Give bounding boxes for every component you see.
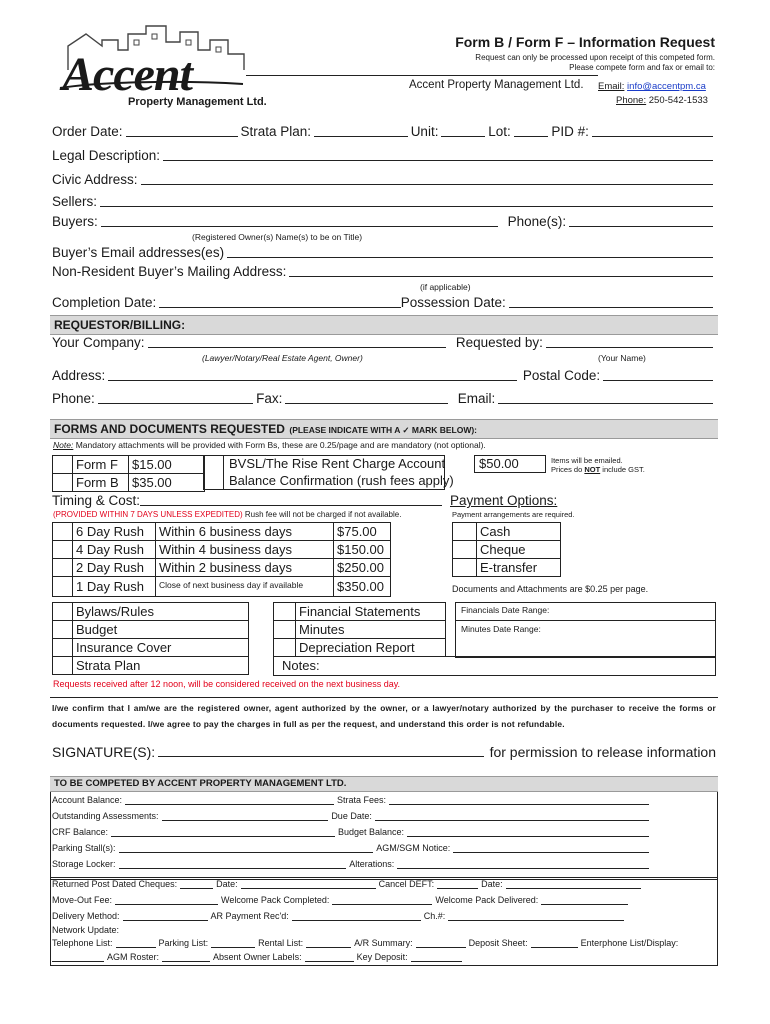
enterphone-label: Enterphone List/Display: bbox=[580, 938, 679, 948]
email-field[interactable] bbox=[498, 403, 713, 404]
rush-2-checkbox[interactable] bbox=[53, 559, 73, 577]
rush-days: 6 Day Rush bbox=[73, 523, 156, 541]
depreciation-report-checkbox[interactable] bbox=[274, 639, 296, 657]
office-row bbox=[52, 937, 716, 950]
strata-plan-label: Strata Plan: bbox=[240, 124, 312, 139]
cheque-number-field[interactable] bbox=[448, 920, 624, 921]
table-row bbox=[53, 523, 391, 541]
legal-description-label: Legal Description: bbox=[52, 148, 161, 163]
absent-owner-labels-field[interactable] bbox=[305, 961, 354, 962]
strata-plan-field[interactable] bbox=[314, 136, 408, 137]
budget-checkbox[interactable] bbox=[53, 621, 73, 639]
dates-row bbox=[52, 295, 716, 311]
office-row bbox=[52, 794, 652, 807]
office-row bbox=[52, 842, 652, 855]
strata-fees-label: Strata Fees: bbox=[337, 795, 387, 805]
telephone-list-label: Telephone List: bbox=[52, 938, 113, 948]
lot-field[interactable] bbox=[514, 136, 549, 137]
account-balance-label: Account Balance: bbox=[52, 795, 123, 805]
deposit-sheet-label: Deposit Sheet: bbox=[468, 938, 528, 948]
parking-list-field[interactable] bbox=[211, 947, 255, 948]
delivery-method-label: Delivery Method: bbox=[52, 911, 120, 921]
budget-balance-field[interactable] bbox=[407, 836, 649, 837]
table-row bbox=[274, 639, 446, 657]
civic-address-row bbox=[52, 172, 716, 188]
forms-instruction: (PLEASE INDICATE WITH A ✓ MARK BELOW): bbox=[289, 425, 478, 435]
logo-wordmark: Accent bbox=[62, 48, 192, 101]
storage-locker-field[interactable] bbox=[119, 868, 347, 869]
possession-date-field[interactable] bbox=[509, 307, 713, 308]
welcome-completed-label: Welcome Pack Completed: bbox=[221, 895, 330, 905]
submission-notice: Please compete form and fax or email to: bbox=[569, 63, 715, 72]
deposit-sheet-field[interactable] bbox=[531, 947, 578, 948]
payment-cash-checkbox[interactable] bbox=[453, 523, 477, 541]
table-row bbox=[274, 603, 446, 621]
if-applicable-note: (if applicable) bbox=[420, 282, 471, 292]
rush-price: $75.00 bbox=[334, 523, 391, 541]
documents-left-table bbox=[52, 602, 249, 675]
table-row bbox=[53, 474, 205, 492]
ar-payment-field[interactable] bbox=[292, 920, 421, 921]
form-b-label: Form B bbox=[73, 474, 129, 492]
rush-6-checkbox[interactable] bbox=[53, 523, 73, 541]
postal-code-label: Postal Code: bbox=[522, 368, 601, 383]
requestor-heading: REQUESTOR/BILLING: bbox=[50, 315, 718, 335]
rental-list-field[interactable] bbox=[306, 947, 351, 948]
non-resident-field[interactable] bbox=[289, 276, 713, 277]
table-row bbox=[53, 577, 391, 597]
unit-label: Unit: bbox=[410, 124, 439, 139]
contact-row bbox=[52, 391, 716, 407]
form-title: Form B / Form F – Information Request bbox=[455, 34, 715, 50]
due-date-label: Due Date: bbox=[331, 811, 372, 821]
address-row bbox=[52, 368, 716, 384]
pid-field[interactable] bbox=[592, 136, 713, 137]
rush-4-checkbox[interactable] bbox=[53, 541, 73, 559]
email-label: Email: bbox=[457, 391, 496, 406]
contact-email bbox=[598, 81, 706, 92]
timing-rush-note: Rush fee will not be charged if not available. bbox=[242, 510, 402, 519]
agm-notice-field[interactable] bbox=[453, 852, 649, 853]
delivery-method-field[interactable] bbox=[123, 920, 208, 921]
notes-field[interactable] bbox=[273, 656, 716, 676]
office-row bbox=[52, 894, 716, 907]
form-type-table bbox=[52, 455, 205, 492]
strata-fees-field[interactable] bbox=[389, 804, 649, 805]
strata-plan-checkbox[interactable] bbox=[53, 657, 73, 675]
processing-notice: Request can only be processed upon receipt of this competed form. bbox=[475, 53, 715, 62]
cheque-number-label: Ch.#: bbox=[423, 911, 446, 921]
returned-cheques-field[interactable] bbox=[180, 888, 213, 889]
financial-statements-checkbox[interactable] bbox=[274, 603, 296, 621]
completion-date-label: Completion Date: bbox=[52, 295, 157, 310]
company-logo bbox=[58, 20, 267, 112]
your-company-label: Your Company: bbox=[52, 335, 145, 350]
table-row bbox=[53, 621, 249, 639]
rush-description: Within 4 business days bbox=[156, 541, 334, 559]
date-range-divider bbox=[455, 620, 716, 621]
office-row bbox=[52, 878, 716, 891]
logo-subtitle: Property Management Ltd. bbox=[128, 96, 267, 108]
table-row bbox=[453, 559, 561, 577]
due-date-field[interactable] bbox=[375, 820, 649, 821]
phone-label: Phone: bbox=[616, 95, 647, 106]
rush-description: Within 6 business days bbox=[156, 523, 334, 541]
buyers-label: Buyers: bbox=[52, 214, 98, 229]
sellers-row bbox=[52, 194, 716, 210]
office-row bbox=[52, 858, 652, 871]
ar-summary-label: A/R Summary: bbox=[354, 938, 413, 948]
notes-label: Notes: bbox=[282, 658, 320, 673]
form-b-checkbox[interactable] bbox=[53, 474, 73, 492]
lot-label: Lot: bbox=[488, 124, 511, 139]
bvsl-price: $50.00 bbox=[474, 455, 546, 473]
forms-heading: FORMS AND DOCUMENTS REQUESTED bbox=[54, 422, 285, 436]
office-row bbox=[52, 910, 716, 923]
office-row bbox=[52, 951, 716, 964]
document-label: Budget bbox=[73, 621, 249, 639]
payment-etransfer-checkbox[interactable] bbox=[453, 559, 477, 577]
order-date-field[interactable] bbox=[126, 136, 238, 137]
insurance-checkbox[interactable] bbox=[53, 639, 73, 657]
order-date-label: Order Date: bbox=[52, 124, 123, 139]
ar-payment-label: AR Payment Rec'd: bbox=[210, 911, 289, 921]
rental-list-label: Rental List: bbox=[258, 938, 304, 948]
address-label: Address: bbox=[52, 368, 106, 383]
your-name-note: (Your Name) bbox=[598, 353, 646, 363]
welcome-completed-field[interactable] bbox=[332, 904, 432, 905]
payment-option-label: Cash bbox=[477, 523, 561, 541]
welcome-delivered-field[interactable] bbox=[541, 904, 628, 905]
payment-options-table bbox=[452, 522, 561, 577]
agm-notice-label: AGM/SGM Notice: bbox=[376, 843, 451, 853]
requested-by-field[interactable] bbox=[546, 347, 713, 348]
table-row bbox=[274, 621, 446, 639]
bylaws-checkbox[interactable] bbox=[53, 603, 73, 621]
buyers-note: (Registered Owner(s) Name(s) to be on Title) bbox=[192, 232, 363, 242]
crf-balance-label: CRF Balance: bbox=[52, 827, 109, 837]
signature-row bbox=[52, 744, 716, 760]
form-f-label: Form F bbox=[73, 456, 129, 474]
document-label: Depreciation Report bbox=[296, 639, 446, 657]
forms-heading-bar bbox=[50, 419, 718, 439]
form-f-checkbox[interactable] bbox=[53, 456, 73, 474]
sellers-label: Sellers: bbox=[52, 194, 98, 209]
signature-label: SIGNATURE(S): bbox=[52, 744, 156, 760]
form-f-price: $15.00 bbox=[129, 456, 205, 474]
payment-option-label: Cheque bbox=[477, 541, 561, 559]
document-label: Bylaws/Rules bbox=[73, 603, 249, 621]
financials-date-range-label[interactable]: Financials Date Range: bbox=[461, 605, 550, 615]
payment-heading: Payment Options: bbox=[450, 493, 558, 508]
phone-number: 250-542-1533 bbox=[648, 95, 708, 106]
phone-field[interactable] bbox=[98, 403, 253, 404]
signature-field[interactable] bbox=[158, 756, 483, 757]
buyer-phones-label: Phone(s): bbox=[507, 214, 567, 229]
cancel-deft-label: Cancel DEFT: bbox=[378, 879, 435, 889]
late-request-note: Requests received after 12 noon, will be considered received on the next business day. bbox=[53, 679, 401, 689]
gst-prefix: Prices do bbox=[551, 465, 585, 474]
outstanding-assessments-label: Outstanding Assessments: bbox=[52, 811, 159, 821]
documents-middle-table bbox=[273, 602, 446, 657]
note-label: Note: bbox=[53, 440, 74, 450]
table-row bbox=[53, 657, 249, 675]
minutes-checkbox[interactable] bbox=[274, 621, 296, 639]
gst-emphasis: NOT bbox=[584, 465, 601, 474]
crf-balance-field[interactable] bbox=[111, 836, 335, 837]
bvsl-line-1: BVSL/The Rise Rent Charge Account bbox=[229, 456, 446, 471]
postal-code-field[interactable] bbox=[603, 380, 713, 381]
parking-list-label: Parking List: bbox=[158, 938, 209, 948]
possession-date-label: Possession Date: bbox=[400, 295, 506, 310]
network-update-label: Network Update: bbox=[52, 925, 120, 935]
fax-label: Fax: bbox=[256, 391, 283, 406]
cancel-deft-field[interactable] bbox=[437, 888, 478, 889]
fax-field[interactable] bbox=[285, 403, 447, 404]
rush-description: Close of next business day if available bbox=[156, 577, 334, 597]
timing-red-note: (PROVIDED WITHIN 7 DAYS UNLESS EXPEDITED) bbox=[53, 510, 243, 519]
email-label: Email: bbox=[598, 81, 625, 92]
cheque-date-field[interactable] bbox=[241, 888, 376, 889]
table-row bbox=[53, 603, 249, 621]
document-label: Insurance Cover bbox=[73, 639, 249, 657]
company-note: (Lawyer/Notary/Real Estate Agent, Owner) bbox=[202, 353, 363, 363]
table-row bbox=[53, 559, 391, 577]
rush-price: $250.00 bbox=[334, 559, 391, 577]
timing-row bbox=[52, 493, 445, 509]
move-out-fee-field[interactable] bbox=[115, 904, 218, 905]
minutes-date-range-label[interactable]: Minutes Date Range: bbox=[461, 624, 541, 634]
non-resident-row bbox=[52, 264, 716, 280]
payment-cheque-checkbox[interactable] bbox=[453, 541, 477, 559]
agm-roster-field[interactable] bbox=[162, 961, 210, 962]
legal-description-row bbox=[52, 148, 716, 164]
confirmation-statement: I/we confirm that I am/we are the registered owner, agent authorized by the owner, or a lawyer/notary authorized by the purchaser to receive the forms or documents requested. I/we agree to pay the charges in full as per the request, and understand this order is not refundable. bbox=[52, 703, 716, 729]
table-row bbox=[53, 456, 205, 474]
telephone-list-field[interactable] bbox=[116, 947, 156, 948]
your-company-field[interactable] bbox=[148, 347, 446, 348]
completion-date-field[interactable] bbox=[159, 307, 400, 308]
office-row bbox=[52, 810, 652, 823]
timing-rule bbox=[140, 505, 442, 506]
timing-note bbox=[53, 510, 401, 519]
office-row bbox=[52, 826, 652, 839]
email-link[interactable]: info@accentpm.ca bbox=[627, 81, 706, 92]
buyer-email-label: Buyer’s Email addresses(es) bbox=[52, 245, 225, 260]
ar-summary-field[interactable] bbox=[416, 947, 466, 948]
agm-roster-label: AGM Roster: bbox=[107, 952, 160, 962]
rush-price: $350.00 bbox=[334, 577, 391, 597]
rush-price: $150.00 bbox=[334, 541, 391, 559]
office-heading: TO BE COMPETED BY ACCENT PROPERTY MANAGEMENT LTD. bbox=[50, 776, 718, 792]
outstanding-assessments-field[interactable] bbox=[162, 820, 329, 821]
bvsl-checkbox[interactable] bbox=[203, 455, 224, 490]
rush-description: Within 2 business days bbox=[156, 559, 334, 577]
form-b-price: $35.00 bbox=[129, 474, 205, 492]
civic-address-field[interactable] bbox=[141, 184, 713, 185]
office-row bbox=[52, 924, 716, 937]
document-label: Strata Plan bbox=[73, 657, 249, 675]
note-text: Mandatory attachments will be provided with Form Bs, these are 0.25/page and are mandatory (not optional). bbox=[73, 440, 486, 450]
table-row bbox=[53, 541, 391, 559]
table-row bbox=[453, 541, 561, 559]
buyers-row bbox=[52, 214, 716, 230]
document-label: Minutes bbox=[296, 621, 446, 639]
legal-description-field[interactable] bbox=[163, 160, 713, 161]
order-row bbox=[52, 124, 716, 140]
returned-cheques-label: Returned Post Dated Cheques: bbox=[52, 879, 178, 889]
per-page-note: Documents and Attachments are $0.25 per page. bbox=[452, 584, 649, 594]
section-rule bbox=[50, 697, 718, 698]
storage-locker-label: Storage Locker: bbox=[52, 859, 116, 869]
absent-owner-labels-label: Absent Owner Labels: bbox=[213, 952, 302, 962]
table-row bbox=[53, 639, 249, 657]
buyer-email-row bbox=[52, 245, 716, 261]
parking-stalls-field[interactable] bbox=[119, 852, 374, 853]
unit-field[interactable] bbox=[441, 136, 485, 137]
gst-note bbox=[551, 465, 645, 474]
signature-suffix: for permission to release information bbox=[489, 744, 716, 760]
rush-table bbox=[52, 522, 391, 597]
rush-days: 2 Day Rush bbox=[73, 559, 156, 577]
alterations-field[interactable] bbox=[397, 868, 649, 869]
contact-phone bbox=[616, 95, 708, 106]
company-row bbox=[52, 335, 716, 351]
pid-label: PID #: bbox=[551, 124, 589, 139]
timing-heading: Timing & Cost: bbox=[52, 493, 141, 508]
sellers-field[interactable] bbox=[100, 206, 713, 207]
rush-days: 1 Day Rush bbox=[73, 577, 156, 597]
buyer-phones-field[interactable] bbox=[569, 226, 713, 227]
move-out-fee-label: Move-Out Fee: bbox=[52, 895, 113, 905]
date-label: Date: bbox=[216, 879, 238, 889]
requested-by-label: Requested by: bbox=[455, 335, 543, 350]
phone-label: Phone: bbox=[52, 391, 95, 406]
enterphone-field[interactable] bbox=[52, 961, 104, 962]
civic-address-label: Civic Address: bbox=[52, 172, 138, 187]
address-field[interactable] bbox=[108, 380, 517, 381]
buyers-field[interactable] bbox=[101, 226, 498, 227]
company-name: Accent Property Management Ltd. bbox=[409, 79, 584, 91]
key-deposit-label: Key Deposit: bbox=[356, 952, 408, 962]
table-row bbox=[453, 523, 561, 541]
email-note: Items will be emailed. bbox=[551, 456, 623, 465]
date-label: Date: bbox=[481, 879, 503, 889]
key-deposit-field[interactable] bbox=[411, 961, 462, 962]
bvsl-line-2: Balance Confirmation (rush fees apply) bbox=[229, 473, 454, 488]
cancel-date-field[interactable] bbox=[506, 888, 641, 889]
account-balance-field[interactable] bbox=[125, 804, 334, 805]
welcome-delivered-label: Welcome Pack Delivered: bbox=[435, 895, 539, 905]
alterations-label: Alterations: bbox=[349, 859, 395, 869]
mandatory-note bbox=[53, 440, 486, 450]
gst-suffix: include GST. bbox=[600, 465, 645, 474]
payment-note: Payment arrangements are required. bbox=[452, 510, 575, 519]
header-rule bbox=[246, 75, 598, 76]
document-label: Financial Statements bbox=[296, 603, 446, 621]
buyer-email-field[interactable] bbox=[227, 257, 713, 258]
budget-balance-label: Budget Balance: bbox=[337, 827, 405, 837]
non-resident-label: Non-Resident Buyer’s Mailing Address: bbox=[52, 264, 287, 279]
payment-option-label: E-transfer bbox=[477, 559, 561, 577]
parking-stalls-label: Parking Stall(s): bbox=[52, 843, 116, 853]
rush-days: 4 Day Rush bbox=[73, 541, 156, 559]
rush-1-checkbox[interactable] bbox=[53, 577, 73, 597]
